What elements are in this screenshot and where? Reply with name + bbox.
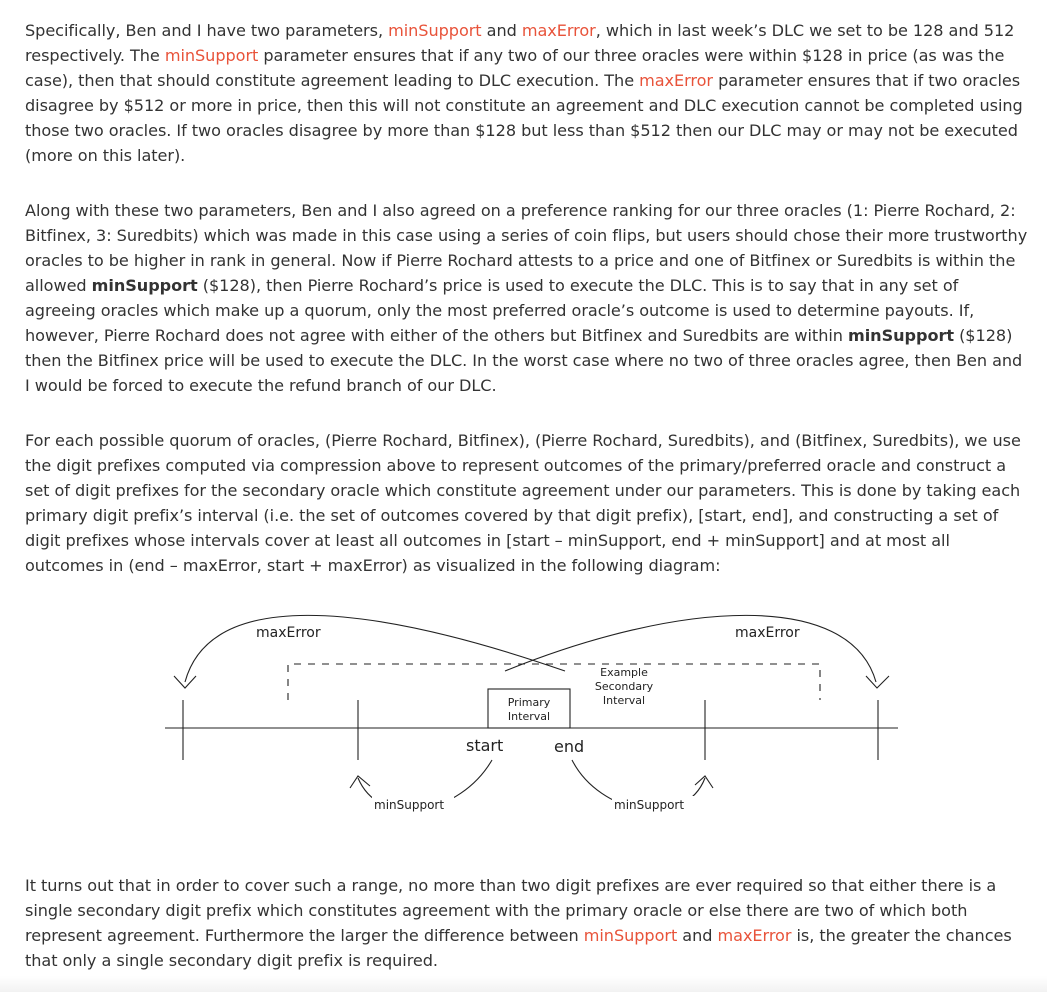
p4-text-2: and bbox=[677, 926, 718, 945]
max-error-label-left: maxError bbox=[256, 625, 321, 641]
paragraph-quorum bbox=[25, 428, 1030, 578]
primary-interval-label-line2: Interval bbox=[507, 710, 551, 723]
p3-text: For each possible quorum of oracles, (Pierre Rochard, Bitfinex), (Pierre Rochard, Suredbits), and (Bitfinex, Suredbits), we use the digit prefixes computed via compression above to represent outcomes of the primary/preferred oracle and construct a set of digit prefixes for the secondary oracle which constitute agreement under our parameters. This is done by taking each primary digit prefix’s interval (i.e. the set of outcomes covered by that digit prefix), [start, end], and constructing a set of digit prefixes whose intervals cover at least all outcomes in [start – minSupport, end + minSupport] and at most all outcomes in (end – maxError, start + maxError) as visualized in the following diagram: bbox=[25, 431, 1021, 575]
p4-text-3: is, the greater the chances that only a single secondary digit prefix is required. bbox=[25, 926, 1012, 970]
secondary-interval-label-line1: Example bbox=[600, 666, 648, 679]
min-support-bold: minSupport bbox=[847, 326, 955, 345]
min-support-highlight: minSupport bbox=[583, 926, 678, 945]
p1-text-2: and bbox=[481, 21, 522, 40]
paragraph-preference-ranking bbox=[25, 198, 1030, 398]
paragraph-parameters bbox=[25, 18, 1030, 168]
p2-text-1: Along with these two parameters, Ben and I also agreed on a preference ranking for our three oracles (1: Pierre Rochard, 2: Bitfinex, 3: Suredbits) which was made in this case using a series of coin flips, but users should chose their more trustworthy oracles to be higher in rank in general. Now if Pierre Rochard attests to a price and one of Bitfinex or Suredbits is within the allowed bbox=[25, 201, 1028, 295]
min-support-highlight: minSupport bbox=[388, 21, 482, 40]
min-support-label-left: minSupport bbox=[374, 798, 445, 812]
max-error-arrowhead-right bbox=[866, 676, 889, 688]
max-error-highlight: maxError bbox=[717, 926, 792, 945]
secondary-interval-label-line2: Secondary bbox=[594, 680, 654, 693]
secondary-interval-label-line3: Interval bbox=[602, 694, 646, 707]
paragraph-conclusion bbox=[25, 873, 1030, 973]
bottom-fade bbox=[0, 976, 1047, 992]
primary-interval-label-line1: Primary bbox=[507, 696, 551, 709]
interval-diagram bbox=[155, 590, 910, 830]
max-error-highlight: maxError bbox=[521, 21, 596, 40]
p1-text-3: , which in last week’s DLC we set to be 128 and 512 respectively. The bbox=[25, 21, 1015, 65]
secondary-interval-outline bbox=[288, 664, 820, 700]
max-error-highlight: maxError bbox=[639, 71, 714, 90]
p2-text-3: ($128) then the Bitfinex price will be used to execute the DLC. In the worst case where no two of three oracles agree, then Ben and I would be forced to execute the refund branch of our DLC. bbox=[25, 326, 1023, 395]
min-support-bold: minSupport bbox=[91, 276, 198, 295]
min-support-arrowhead-right bbox=[695, 776, 713, 788]
p1-text-5: parameter ensures that if two oracles disagree by $512 or more in price, then this will not constitute an agreement and DLC execution cannot be completed using those two oracles. If two oracles disagree by more than $128 but less than $512 then our DLC may or may not be executed (more on this later). bbox=[25, 71, 1023, 165]
p1-text-4: parameter ensures that if any two of our three oracles were within $128 in price (as was the case), then that should constitute agreement leading to DLC execution. The bbox=[25, 46, 1005, 90]
min-support-highlight: minSupport bbox=[164, 46, 259, 65]
max-error-label-right: maxError bbox=[735, 625, 800, 641]
end-label: end bbox=[554, 737, 585, 756]
max-error-arrow-left bbox=[185, 615, 565, 682]
start-label: start bbox=[466, 736, 504, 755]
p4-text-1: It turns out that in order to cover such a range, no more than two digit prefixes are ever required so that either there is a single secondary digit prefix which constitutes agreement with the primary oracle or else there are two of which both represent agreement. Furthermore the larger the difference between bbox=[25, 876, 997, 945]
min-support-label-right: minSupport bbox=[614, 798, 685, 812]
p2-text-2: ($128), then Pierre Rochard’s price is used to execute the DLC. This is to say that in any set of agreeing oracles which make up a quorum, only the most preferred oracle’s outcome is used to determine payouts. If, however, Pierre Rochard does not agree with either of the others but Bitfinex and Suredbits are within bbox=[25, 276, 975, 345]
p1-text-1: Specifically, Ben and I have two parameters, bbox=[25, 21, 389, 40]
